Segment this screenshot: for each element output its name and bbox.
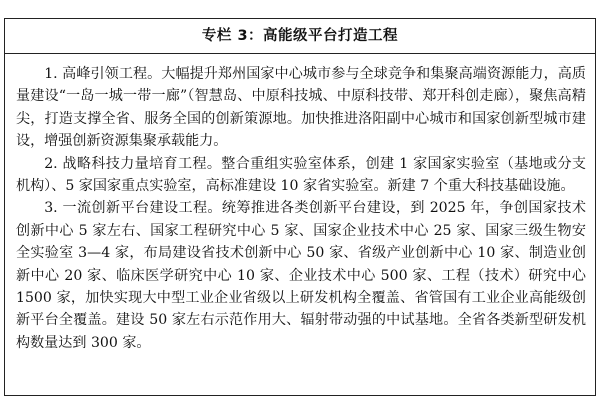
column-title: 专栏 3：高能级平台打造工程 — [5, 19, 595, 54]
paragraph-strategic-tech: 2. 战略科技力量培育工程。整合重组实验室体系，创建 1 家国家实验室（基地或分支机构）、5 家国家重点实验室，高标准建设 10 家省实验室。新建 7 个重大科技基础设施。 — [16, 155, 586, 195]
column-body — [5, 54, 595, 354]
paragraph-innovation-platform: 3. 一流创新平台建设工程。统筹推进各类创新平台建设，到 2025 年，争创国家技术创新中心 5 家左右、国家工程研究中心 5 家、国家企业技术中心 25 家、国家三级生物安全实验室 3—4 家，布局建设省技术创新中心 50 家、省级产业创新中心 10 家、制造业创新中心 20 家、临床医学研究中心 10 家、企业技术中心 500 家、工程（技术）研究中心 1500 家，加快实现大中型工业企业省级以上研发机构全覆盖、省管国有工业企业高能级创新平台全覆盖。建设 50 家左右示范作用大、辐射带动强的中试基地。全省各类新型研发机构数量达到 300 家。 — [16, 200, 586, 351]
paragraph-peak-leading: 1. 高峰引领工程。大幅提升郑州国家中心城市参与全球竞争和集聚高端资源能力，高质量建设“一岛一城一带一廊”（智慧岛、中原科技城、中原科技带、郑开科创走廊），聚焦高精尖，打造支撑全省、服务全国的创新策源地。加快推进洛阳副中心城市和国家创新型城市建设，增强创新资源集聚承载能力。 — [16, 66, 586, 150]
column-box — [4, 18, 596, 396]
